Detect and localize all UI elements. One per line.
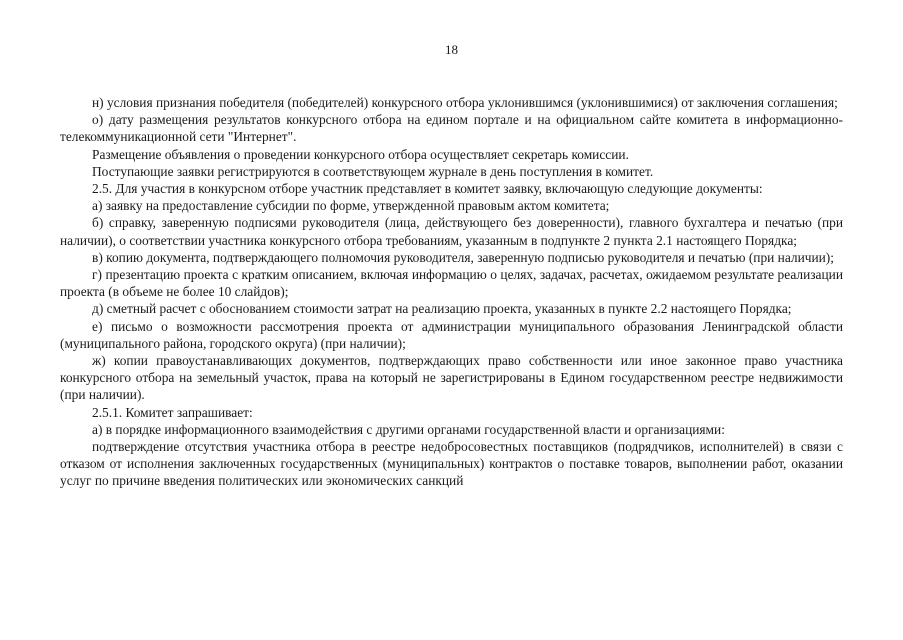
- paragraph-2-5-b: б) справку, заверенную подписями руководителя (лица, действующего без доверенности), главного бухгалтера и печатью (при наличии), о соответствии участника конкурсного отбора требованиям, указанным в подпункте 2 пункта 2.1 настоящего Порядка;: [60, 215, 843, 248]
- paragraph-o: о) дату размещения результатов конкурсного отбора на едином портале и на официальном сайте комитета в информационно-телекоммуникационной сети "Интернет".: [60, 112, 843, 145]
- paragraph-2-5: 2.5. Для участия в конкурсном отборе участник представляет в комитет заявку, включающую следующие документы:: [92, 181, 763, 197]
- paragraph-registration: Поступающие заявки регистрируются в соответствующем журнале в день поступления в комитет.: [92, 163, 654, 179]
- paragraph-2-5-d: д) сметный расчет с обоснованием стоимости затрат на реализацию проекта, указанных в пункте 2.2 настоящего Порядка;: [92, 301, 792, 317]
- document-body: [60, 94, 843, 490]
- paragraph-2-5-v: в) копию документа, подтверждающего полномочия руководителя, заверенную подписью руководителя и печатью (при наличии);: [92, 249, 834, 265]
- paragraph-announcement: Размещение объявления о проведении конкурсного отбора осуществляет секретарь комиссии.: [92, 146, 629, 162]
- paragraph-n: н) условия признания победителя (победителей) конкурсного отбора уклонившимся (уклонившимися) от заключения соглашения;: [92, 95, 838, 110]
- page-number: 18: [445, 42, 458, 57]
- paragraph-2-5-e: е) письмо о возможности рассмотрения проекта от администрации муниципального образования Ленинградской области (муниципального района, городского округа) (при наличии);: [60, 318, 843, 351]
- paragraph-2-5-a: а) заявку на предоставление субсидии по форме, утвержденной правовым актом комитета;: [92, 198, 610, 214]
- paragraph-2-5-1-a: а) в порядке информационного взаимодействия с другими органами государственной власти и организациями:: [92, 421, 725, 437]
- paragraph-2-5-zh: ж) копии правоустанавливающих документов, подтверждающих право собственности или иное законное право участника конкурсного отбора на земельный участок, права на который не зарегистрированы в Едином государственном реестре недвижимости (при наличии).: [60, 353, 843, 403]
- paragraph-confirmation: подтверждение отсутствия участника отбора в реестре недобросовестных поставщиков (подрядчиков, исполнителей) в связи с отказом от исполнения заключенных государственных (муниципальных) контрактов о поставке товаров, выполнении работ, оказании услуг по причине введения политических или экономических санкций: [60, 439, 843, 489]
- paragraph-2-5-g: г) презентацию проекта с кратким описанием, включая информацию о целях, задачах, расчетах, ожидаемом результате реализации проекта (в объеме не более 10 слайдов);: [60, 267, 843, 300]
- paragraph-2-5-1: 2.5.1. Комитет запрашивает:: [92, 404, 253, 420]
